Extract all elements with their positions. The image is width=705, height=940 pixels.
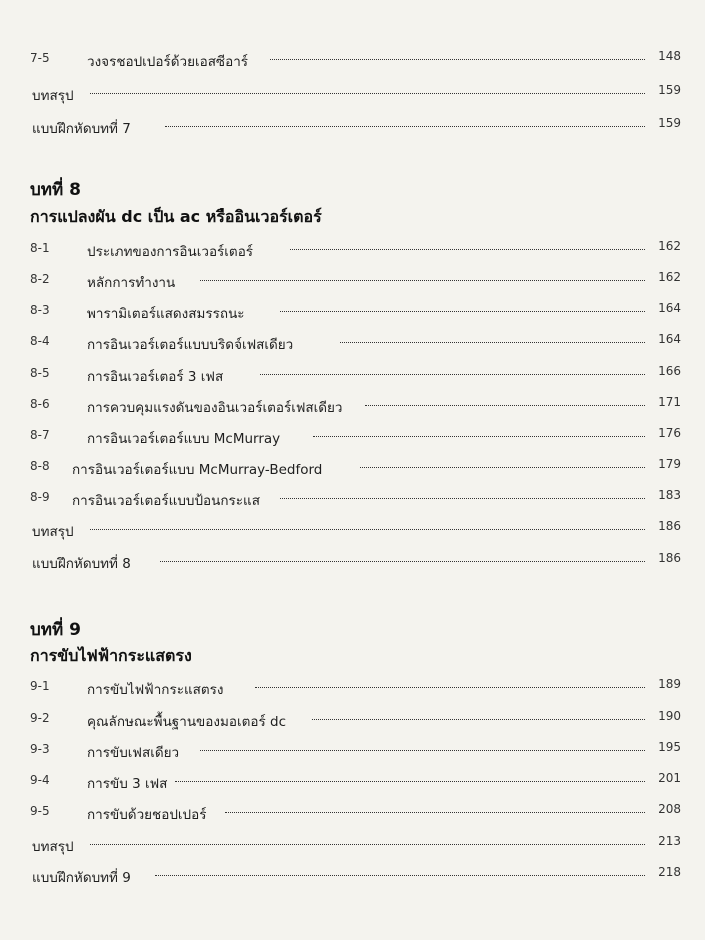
toc-entry	[0, 114, 705, 138]
entry-page: 208	[655, 802, 681, 816]
chapter-number: บทที่ 8	[30, 180, 81, 200]
entry-page: 171	[655, 395, 681, 409]
entry-title: ประเภทของการอินเวอร์เตอร์	[87, 240, 255, 262]
dot-leader	[175, 781, 645, 782]
entry-page: 195	[655, 740, 681, 754]
entry-title: การขับด้วยชอปเปอร์	[87, 803, 208, 825]
entry-title: การอินเวอร์เตอร์แบบป้อนกระแส	[72, 489, 262, 511]
entry-title: การขับ 3 เฟส	[87, 772, 169, 794]
toc-entry	[0, 81, 705, 105]
toc-entry	[0, 863, 705, 887]
toc-entry	[0, 299, 705, 323]
entry-title: การขับเฟสเดียว	[87, 741, 181, 763]
dot-leader	[255, 687, 645, 688]
entry-page: 183	[655, 488, 681, 502]
chapter-title: การแปลงผัน dc เป็น ac หรืออินเวอร์เตอร์	[30, 207, 322, 226]
toc-entry	[0, 707, 705, 731]
dot-leader	[155, 875, 645, 876]
toc-entry	[0, 549, 705, 573]
entry-number: 9-4	[30, 773, 50, 787]
entry-number: 8-4	[30, 334, 50, 348]
entry-title: การอินเวอร์เตอร์ 3 เฟส	[87, 365, 225, 387]
entry-title: หลักการทำงาน	[87, 271, 177, 293]
dot-leader	[290, 249, 645, 250]
toc-entry	[0, 486, 705, 510]
entry-page: 218	[655, 865, 681, 879]
entry-number: 8-2	[30, 272, 50, 286]
entry-title: แบบฝึกหัดบทที่ 8	[32, 552, 133, 574]
entry-page: 213	[655, 834, 681, 848]
entry-title: พารามิเตอร์แสดงสมรรถนะ	[87, 302, 247, 324]
dot-leader	[160, 561, 645, 562]
entry-title: การขับไฟฟ้ากระแสตรง	[87, 678, 226, 700]
entry-number: 9-5	[30, 804, 50, 818]
entry-title: บทสรุป	[32, 84, 76, 106]
entry-page: 179	[655, 457, 681, 471]
toc-entry	[0, 455, 705, 479]
entry-page: 162	[655, 239, 681, 253]
entry-number: 8-1	[30, 241, 50, 255]
dot-leader	[200, 280, 645, 281]
entry-title: การอินเวอร์เตอร์แบบบริดจ์เฟสเดียว	[87, 333, 295, 355]
entry-number: 8-3	[30, 303, 50, 317]
entry-page: 190	[655, 709, 681, 723]
entry-page: 159	[655, 83, 681, 97]
entry-page: 148	[655, 49, 681, 63]
toc-entry	[0, 362, 705, 386]
dot-leader	[365, 405, 645, 406]
entry-title: แบบฝึกหัดบทที่ 7	[32, 117, 133, 139]
entry-page: 189	[655, 677, 681, 691]
toc-entry	[0, 800, 705, 824]
entry-title: วงจรชอปเปอร์ด้วยเอสซีอาร์	[87, 50, 250, 72]
dot-leader	[270, 59, 645, 60]
toc-entry	[0, 675, 705, 699]
entry-title: บทสรุป	[32, 835, 76, 857]
toc-entry	[0, 330, 705, 354]
dot-leader	[312, 719, 645, 720]
toc-entry	[0, 517, 705, 541]
toc-entry	[0, 237, 705, 261]
entry-title: การอินเวอร์เตอร์แบบ McMurray-Bedford	[72, 458, 324, 480]
dot-leader	[90, 93, 645, 94]
entry-page: 164	[655, 332, 681, 346]
entry-title: การอินเวอร์เตอร์แบบ McMurray	[87, 427, 282, 449]
entry-number: 8-8	[30, 459, 50, 473]
entry-page: 186	[655, 551, 681, 565]
entry-page: 162	[655, 270, 681, 284]
dot-leader	[280, 311, 645, 312]
dot-leader	[90, 529, 645, 530]
entry-number: 7-5	[30, 51, 50, 65]
dot-leader	[260, 374, 645, 375]
dot-leader	[225, 812, 645, 813]
chapter-number: บทที่ 9	[30, 620, 81, 640]
toc-entry	[0, 424, 705, 448]
dot-leader	[90, 844, 645, 845]
entry-page: 166	[655, 364, 681, 378]
entry-page: 201	[655, 771, 681, 785]
entry-page: 159	[655, 116, 681, 130]
entry-number: 9-2	[30, 711, 50, 725]
dot-leader	[313, 436, 645, 437]
dot-leader	[280, 498, 645, 499]
toc-entry	[0, 268, 705, 292]
entry-number: 8-6	[30, 397, 50, 411]
entry-number: 8-5	[30, 366, 50, 380]
toc-entry	[0, 393, 705, 417]
entry-page: 186	[655, 519, 681, 533]
toc-entry	[0, 738, 705, 762]
entry-page: 176	[655, 426, 681, 440]
dot-leader	[165, 126, 645, 127]
chapter-title: การขับไฟฟ้ากระแสตรง	[30, 646, 192, 665]
entry-title: บทสรุป	[32, 520, 76, 542]
dot-leader	[360, 467, 645, 468]
toc-entry	[0, 47, 705, 71]
entry-number: 8-7	[30, 428, 50, 442]
entry-page: 164	[655, 301, 681, 315]
entry-number: 9-1	[30, 679, 50, 693]
entry-number: 8-9	[30, 490, 50, 504]
entry-number: 9-3	[30, 742, 50, 756]
entry-title: การควบคุมแรงดันของอินเวอร์เตอร์เฟสเดียว	[87, 396, 345, 418]
toc-entry	[0, 832, 705, 856]
dot-leader	[200, 750, 645, 751]
entry-title: คุณลักษณะพื้นฐานของมอเตอร์ dc	[87, 710, 288, 732]
toc-entry	[0, 769, 705, 793]
dot-leader	[340, 342, 645, 343]
entry-title: แบบฝึกหัดบทที่ 9	[32, 866, 133, 888]
